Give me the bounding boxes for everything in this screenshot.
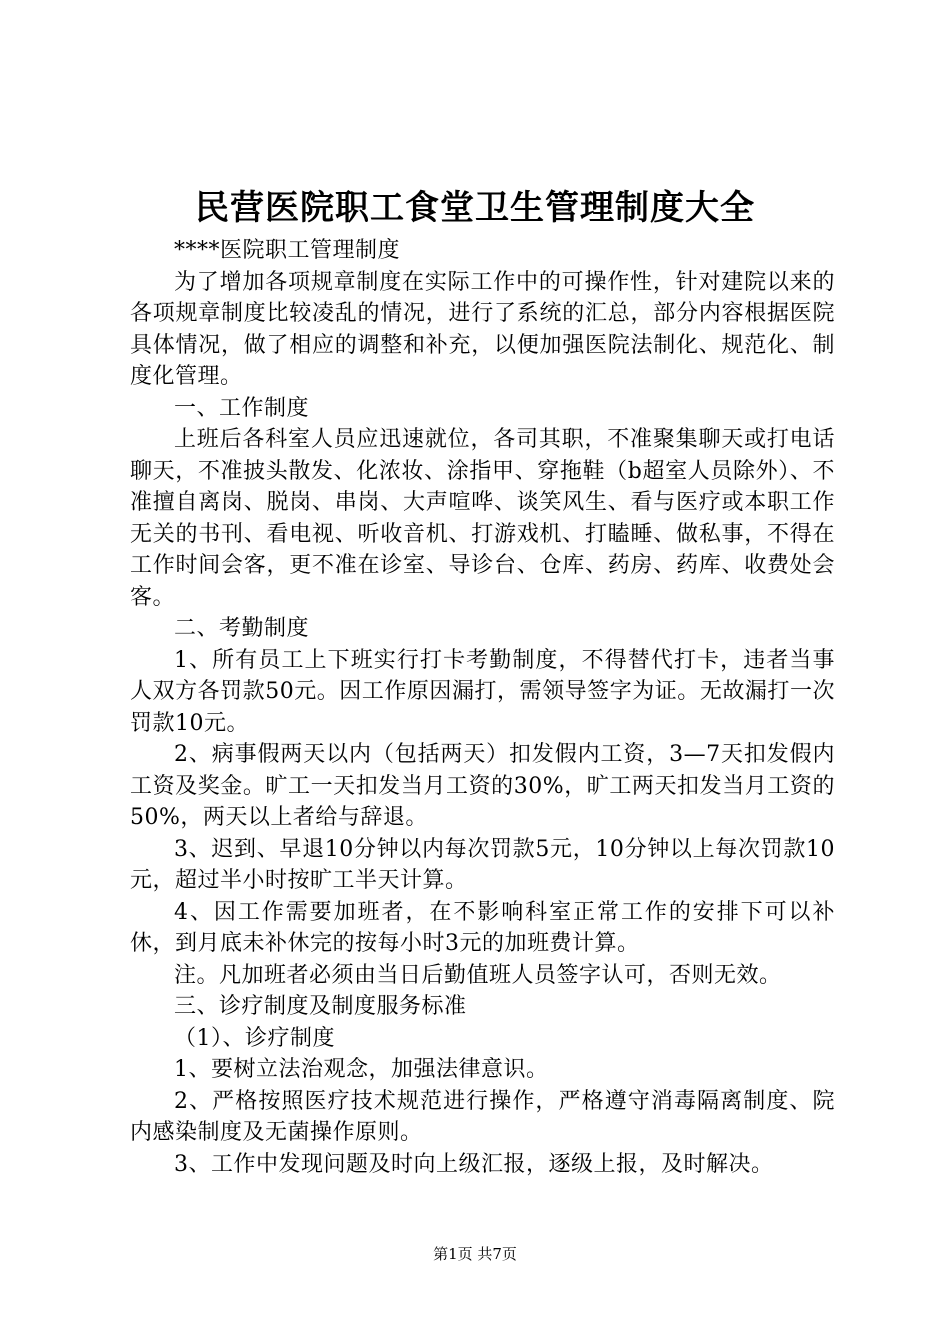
note-paragraph: 注。凡加班者必须由当日后勤值班人员签字认可，否则无效。	[174, 962, 782, 988]
body-paragraph: 2、严格按照医疗技术规范进行操作，严格遵守消毒隔离制度、院内感染制度及无菌操作原则。	[130, 1088, 835, 1145]
body-paragraph: 1、要树立法治观念，加强法律意识。	[174, 1057, 549, 1082]
document-body	[130, 235, 835, 1180]
section-heading: 二、考勤制度	[174, 616, 310, 641]
body-paragraph: 2、病事假两天以内（包括两天）扣发假内工资，3—7天扣发假内工资及奖金。旷工一天扣发当月工资的30%，旷工两天扣发当月工资的50%，两天以上者给与辞退。	[130, 742, 835, 830]
body-paragraph: 4、因工作需要加班者，在不影响科室正常工作的安排下可以补休，到月底未补休完的按每小时3元的加班费计算。	[130, 899, 835, 956]
intro-paragraph: 为了增加各项规章制度在实际工作中的可操作性，针对建院以来的各项规章制度比较凌乱的情况，进行了系统的汇总，部分内容根据医院具体情况，做了相应的调整和补充，以便加强医院法制化、规范化、制度化管理。	[130, 269, 835, 389]
section-heading: ****医院职工管理制度	[174, 238, 401, 263]
body-paragraph: 3、工作中发现问题及时向上级汇报，逐级上报，及时解决。	[174, 1151, 774, 1177]
body-paragraph: 上班后各科室人员应迅速就位，各司其职，不准聚集聊天或打电话聊天，不准披头散发、化浓妆、涂指甲、穿拖鞋（b超室人员除外）、不准擅自离岗、脱岗、串岗、大声喧哗、谈笑风生、看与医疗或本职工作无关的书刊、看电视、听收音机、打游戏机、打瞌睡、做私事，不得在工作时间会客，更不准在诊室、导诊台、仓库、药房、药库、收费处会客。	[130, 427, 835, 610]
section-heading: 一、工作制度	[174, 395, 310, 421]
section-heading: 三、诊疗制度及制度服务标准	[174, 994, 467, 1019]
document-title: 民营医院职工食堂卫生管理制度大全	[195, 188, 755, 228]
body-paragraph: 3、迟到、早退10分钟以内每次罚款5元，10分钟以上每次罚款10元，超过半小时按旷工半天计算。	[130, 836, 835, 893]
subsection-heading: （1）、诊疗制度	[174, 1025, 335, 1051]
page-footer: 第1页 共7页	[433, 1245, 517, 1263]
body-paragraph: 1、所有员工上下班实行打卡考勤制度，不得替代打卡，违者当事人双方各罚款50元。因工作原因漏打，需领导签字为证。无故漏打一次罚款10元。	[130, 647, 835, 736]
